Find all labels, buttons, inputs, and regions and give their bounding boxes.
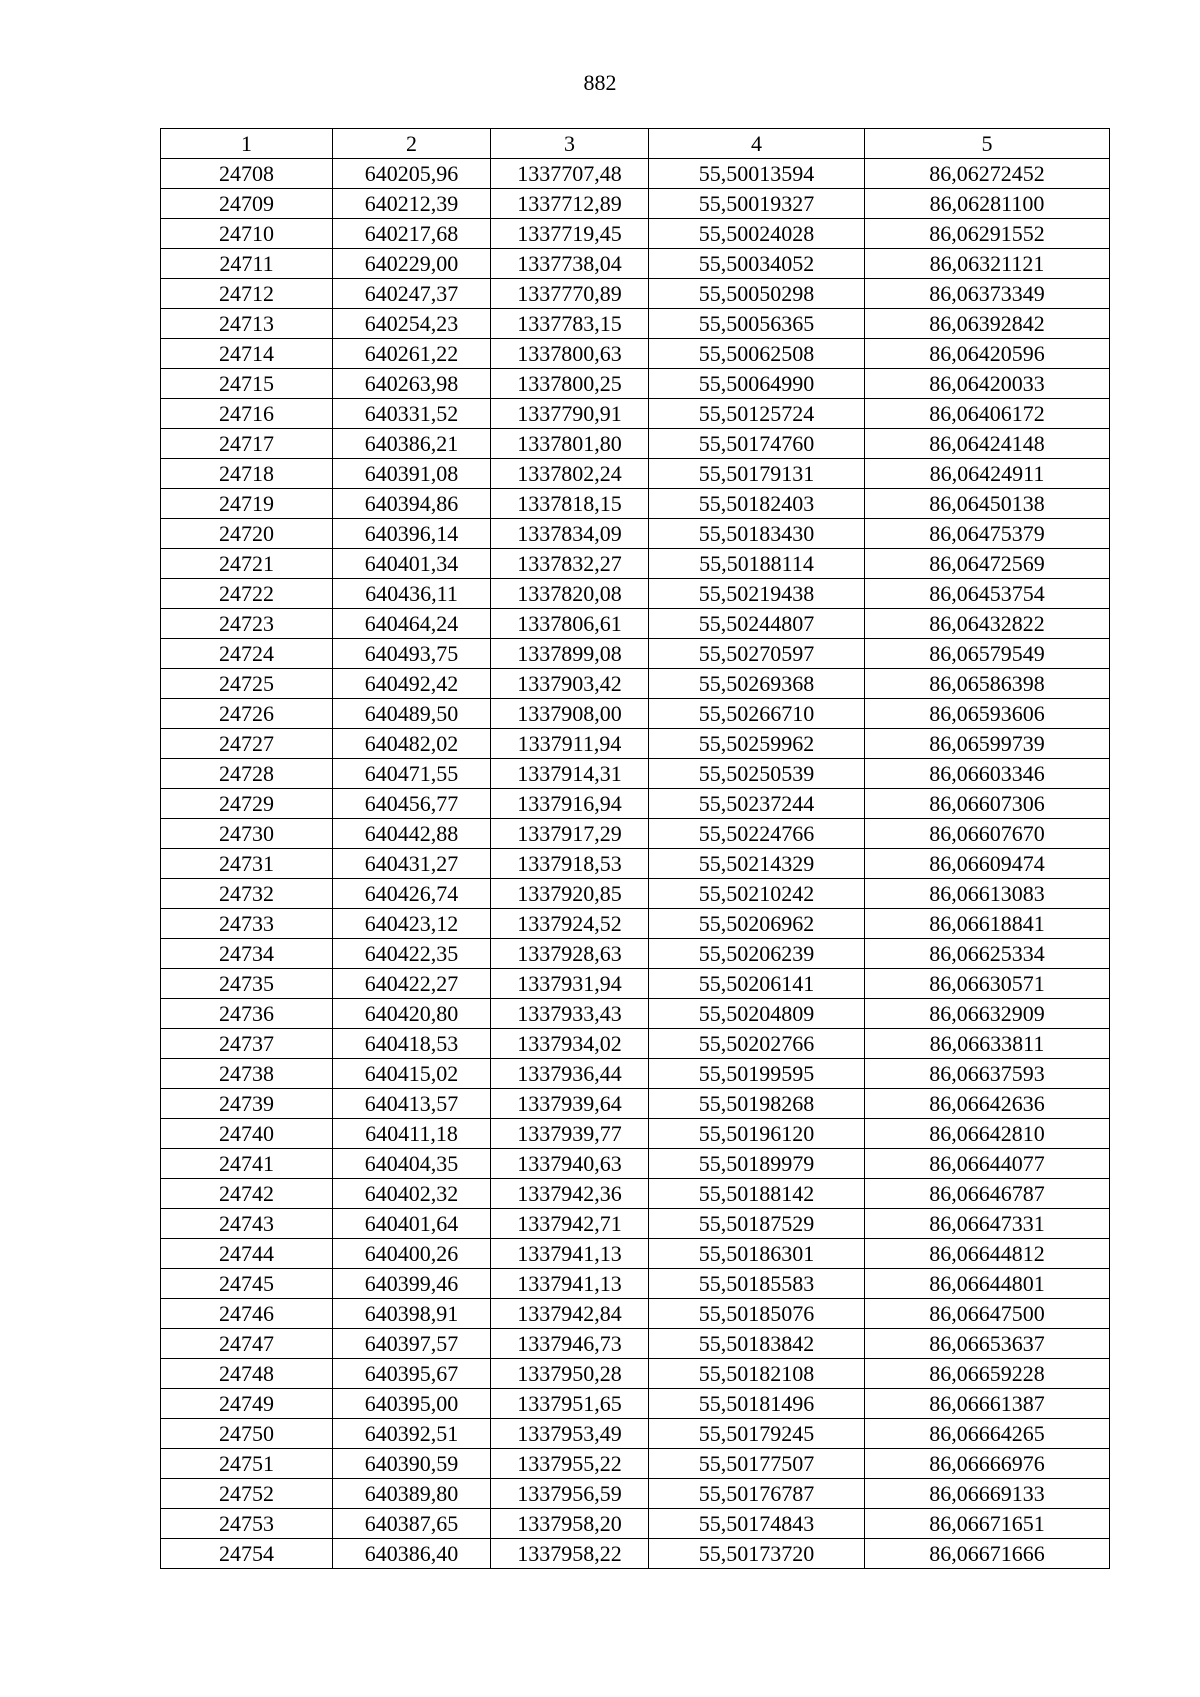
table-row <box>161 1419 1110 1449</box>
table-cell: 24728 <box>161 759 333 789</box>
table-cell: 640402,32 <box>333 1179 491 1209</box>
table-row <box>161 369 1110 399</box>
table-cell: 640399,46 <box>333 1269 491 1299</box>
table-cell: 1337834,09 <box>491 519 649 549</box>
table-cell: 640212,39 <box>333 189 491 219</box>
table-cell: 55,50183430 <box>649 519 865 549</box>
table-cell: 86,06453754 <box>865 579 1110 609</box>
table-row <box>161 999 1110 1029</box>
table-row <box>161 939 1110 969</box>
table-cell: 55,50266710 <box>649 699 865 729</box>
table-cell: 24738 <box>161 1059 333 1089</box>
table-cell: 86,06291552 <box>865 219 1110 249</box>
table-cell: 640390,59 <box>333 1449 491 1479</box>
table-cell: 1337951,65 <box>491 1389 649 1419</box>
table-cell: 640261,22 <box>333 339 491 369</box>
table-cell: 24717 <box>161 429 333 459</box>
table-cell: 86,06671666 <box>865 1539 1110 1569</box>
table-row <box>161 1089 1110 1119</box>
table-cell: 24747 <box>161 1329 333 1359</box>
column-header-5: 5 <box>865 129 1110 159</box>
table-cell: 640436,11 <box>333 579 491 609</box>
table-cell: 86,06321121 <box>865 249 1110 279</box>
table-cell: 1337903,42 <box>491 669 649 699</box>
table-cell: 24725 <box>161 669 333 699</box>
table-cell: 86,06450138 <box>865 489 1110 519</box>
table-cell: 24746 <box>161 1299 333 1329</box>
table-row <box>161 1179 1110 1209</box>
table-cell: 1337918,53 <box>491 849 649 879</box>
table-cell: 640422,35 <box>333 939 491 969</box>
table-cell: 24711 <box>161 249 333 279</box>
table-cell: 86,06607670 <box>865 819 1110 849</box>
table-cell: 86,06607306 <box>865 789 1110 819</box>
table-cell: 55,50219438 <box>649 579 865 609</box>
table-cell: 640247,37 <box>333 279 491 309</box>
table-cell: 24727 <box>161 729 333 759</box>
table-cell: 86,06642810 <box>865 1119 1110 1149</box>
table-cell: 24723 <box>161 609 333 639</box>
table-cell: 640389,80 <box>333 1479 491 1509</box>
table-cell: 640331,52 <box>333 399 491 429</box>
table-cell: 86,06659228 <box>865 1359 1110 1389</box>
table-cell: 24751 <box>161 1449 333 1479</box>
table-cell: 640418,53 <box>333 1029 491 1059</box>
table-cell: 1337916,94 <box>491 789 649 819</box>
table-cell: 55,50173720 <box>649 1539 865 1569</box>
table-cell: 1337818,15 <box>491 489 649 519</box>
table-row <box>161 279 1110 309</box>
table-cell: 86,06647331 <box>865 1209 1110 1239</box>
table-row <box>161 249 1110 279</box>
table-row <box>161 1149 1110 1179</box>
table-cell: 24718 <box>161 459 333 489</box>
table-cell: 1337820,08 <box>491 579 649 609</box>
table-cell: 1337712,89 <box>491 189 649 219</box>
table-cell: 55,50202766 <box>649 1029 865 1059</box>
table-row <box>161 489 1110 519</box>
table-cell: 86,06637593 <box>865 1059 1110 1089</box>
column-header-2: 2 <box>333 129 491 159</box>
table-cell: 640493,75 <box>333 639 491 669</box>
table-cell: 1337801,80 <box>491 429 649 459</box>
table-cell: 24753 <box>161 1509 333 1539</box>
table-cell: 640482,02 <box>333 729 491 759</box>
table-cell: 86,06609474 <box>865 849 1110 879</box>
table-header <box>161 129 1110 159</box>
table-cell: 55,50182108 <box>649 1359 865 1389</box>
table-cell: 640397,57 <box>333 1329 491 1359</box>
table-row <box>161 1359 1110 1389</box>
table-cell: 640431,27 <box>333 849 491 879</box>
table-row <box>161 849 1110 879</box>
table-cell: 1337940,63 <box>491 1149 649 1179</box>
page-number: 882 <box>583 70 617 95</box>
table-cell: 55,50185076 <box>649 1299 865 1329</box>
table-cell: 1337934,02 <box>491 1029 649 1059</box>
table-cell: 24729 <box>161 789 333 819</box>
table-cell: 24748 <box>161 1359 333 1389</box>
table-cell: 55,50062508 <box>649 339 865 369</box>
table-cell: 1337800,25 <box>491 369 649 399</box>
table-cell: 24732 <box>161 879 333 909</box>
table-cell: 86,06671651 <box>865 1509 1110 1539</box>
table-cell: 86,06644812 <box>865 1239 1110 1269</box>
table-cell: 640415,02 <box>333 1059 491 1089</box>
table-row <box>161 789 1110 819</box>
table-cell: 86,06666976 <box>865 1449 1110 1479</box>
table-cell: 55,50250539 <box>649 759 865 789</box>
table-cell: 55,50204809 <box>649 999 865 1029</box>
table-cell: 640398,91 <box>333 1299 491 1329</box>
table-cell: 1337738,04 <box>491 249 649 279</box>
table-cell: 24740 <box>161 1119 333 1149</box>
table-cell: 24720 <box>161 519 333 549</box>
table-row <box>161 159 1110 189</box>
table-cell: 55,50176787 <box>649 1479 865 1509</box>
table-cell: 24745 <box>161 1269 333 1299</box>
table-cell: 1337946,73 <box>491 1329 649 1359</box>
table-cell: 24714 <box>161 339 333 369</box>
table-cell: 86,06625334 <box>865 939 1110 969</box>
table-row <box>161 1119 1110 1149</box>
table-cell: 640413,57 <box>333 1089 491 1119</box>
table-cell: 1337800,63 <box>491 339 649 369</box>
table-cell: 1337899,08 <box>491 639 649 669</box>
table-cell: 1337936,44 <box>491 1059 649 1089</box>
table-cell: 1337941,13 <box>491 1239 649 1269</box>
table-cell: 24716 <box>161 399 333 429</box>
column-header-1: 1 <box>161 129 333 159</box>
table-cell: 640400,26 <box>333 1239 491 1269</box>
table-cell: 86,06647500 <box>865 1299 1110 1329</box>
table-cell: 86,06599739 <box>865 729 1110 759</box>
table-cell: 1337942,36 <box>491 1179 649 1209</box>
table-row <box>161 1479 1110 1509</box>
table-row <box>161 909 1110 939</box>
table-row <box>161 1239 1110 1269</box>
table-cell: 86,06420596 <box>865 339 1110 369</box>
table-cell: 86,06669133 <box>865 1479 1110 1509</box>
table-cell: 55,50270597 <box>649 639 865 669</box>
table-cell: 55,50269368 <box>649 669 865 699</box>
table-row <box>161 1329 1110 1359</box>
table-cell: 55,50214329 <box>649 849 865 879</box>
table-cell: 55,50224766 <box>649 819 865 849</box>
table-cell: 86,06642636 <box>865 1089 1110 1119</box>
table-cell: 24750 <box>161 1419 333 1449</box>
table-cell: 640392,51 <box>333 1419 491 1449</box>
table-cell: 640387,65 <box>333 1509 491 1539</box>
table-cell: 24749 <box>161 1389 333 1419</box>
table-row <box>161 1539 1110 1569</box>
table-cell: 24719 <box>161 489 333 519</box>
table-cell: 1337914,31 <box>491 759 649 789</box>
table-cell: 1337953,49 <box>491 1419 649 1449</box>
table-cell: 55,50183842 <box>649 1329 865 1359</box>
table-body <box>161 159 1110 1569</box>
table-cell: 24721 <box>161 549 333 579</box>
table-row <box>161 1209 1110 1239</box>
table-row <box>161 339 1110 369</box>
table-row <box>161 429 1110 459</box>
table-cell: 86,06272452 <box>865 159 1110 189</box>
table-cell: 55,50210242 <box>649 879 865 909</box>
table-cell: 640396,14 <box>333 519 491 549</box>
table-cell: 640217,68 <box>333 219 491 249</box>
table-row <box>161 729 1110 759</box>
table-cell: 640422,27 <box>333 969 491 999</box>
table-cell: 640426,74 <box>333 879 491 909</box>
table-cell: 86,06653637 <box>865 1329 1110 1359</box>
table-cell: 640205,96 <box>333 159 491 189</box>
table-cell: 24730 <box>161 819 333 849</box>
table-cell: 640471,55 <box>333 759 491 789</box>
table-cell: 55,50206239 <box>649 939 865 969</box>
table-cell: 1337783,15 <box>491 309 649 339</box>
table-cell: 55,50174843 <box>649 1509 865 1539</box>
table-row <box>161 699 1110 729</box>
table-cell: 24754 <box>161 1539 333 1569</box>
table-row <box>161 219 1110 249</box>
table-cell: 640395,67 <box>333 1359 491 1389</box>
table-cell: 640442,88 <box>333 819 491 849</box>
table-cell: 55,50125724 <box>649 399 865 429</box>
table-cell: 24708 <box>161 159 333 189</box>
table-cell: 640401,34 <box>333 549 491 579</box>
table-cell: 1337917,29 <box>491 819 649 849</box>
table-row <box>161 309 1110 339</box>
table-cell: 640394,86 <box>333 489 491 519</box>
table-cell: 86,06420033 <box>865 369 1110 399</box>
table-row <box>161 1389 1110 1419</box>
table-cell: 55,50019327 <box>649 189 865 219</box>
table-cell: 86,06618841 <box>865 909 1110 939</box>
table-row <box>161 759 1110 789</box>
table-cell: 640456,77 <box>333 789 491 819</box>
table-cell: 24743 <box>161 1209 333 1239</box>
table-cell: 55,50188142 <box>649 1179 865 1209</box>
table-cell: 1337719,45 <box>491 219 649 249</box>
table-cell: 24722 <box>161 579 333 609</box>
table-cell: 24712 <box>161 279 333 309</box>
table-cell: 24734 <box>161 939 333 969</box>
table-cell: 1337802,24 <box>491 459 649 489</box>
table-cell: 86,06392842 <box>865 309 1110 339</box>
column-header-3: 3 <box>491 129 649 159</box>
table-cell: 1337924,52 <box>491 909 649 939</box>
table-row <box>161 399 1110 429</box>
table-row <box>161 879 1110 909</box>
table-cell: 55,50179131 <box>649 459 865 489</box>
table-cell: 55,50056365 <box>649 309 865 339</box>
table-cell: 24739 <box>161 1089 333 1119</box>
table-cell: 86,06664265 <box>865 1419 1110 1449</box>
table-cell: 1337939,77 <box>491 1119 649 1149</box>
table-cell: 55,50188114 <box>649 549 865 579</box>
table-cell: 24742 <box>161 1179 333 1209</box>
table-cell: 24731 <box>161 849 333 879</box>
table-cell: 24737 <box>161 1029 333 1059</box>
table-row <box>161 639 1110 669</box>
table-cell: 640404,35 <box>333 1149 491 1179</box>
table-cell: 55,50187529 <box>649 1209 865 1239</box>
table-cell: 640395,00 <box>333 1389 491 1419</box>
table-cell: 640420,80 <box>333 999 491 1029</box>
table-cell: 1337942,71 <box>491 1209 649 1239</box>
table-cell: 86,06633811 <box>865 1029 1110 1059</box>
table-cell: 55,50182403 <box>649 489 865 519</box>
table-cell: 1337931,94 <box>491 969 649 999</box>
table-cell: 24736 <box>161 999 333 1029</box>
table-row <box>161 819 1110 849</box>
table-cell: 55,50206962 <box>649 909 865 939</box>
table-cell: 55,50179245 <box>649 1419 865 1449</box>
table-cell: 24735 <box>161 969 333 999</box>
table-cell: 640386,40 <box>333 1539 491 1569</box>
table-cell: 1337832,27 <box>491 549 649 579</box>
table-cell: 640492,42 <box>333 669 491 699</box>
table-cell: 1337928,63 <box>491 939 649 969</box>
table-cell: 86,06593606 <box>865 699 1110 729</box>
table-cell: 24733 <box>161 909 333 939</box>
table-row <box>161 1059 1110 1089</box>
table-row <box>161 1029 1110 1059</box>
table-cell: 55,50237244 <box>649 789 865 819</box>
table-cell: 86,06646787 <box>865 1179 1110 1209</box>
table-cell: 640263,98 <box>333 369 491 399</box>
table-cell: 55,50024028 <box>649 219 865 249</box>
table-row <box>161 459 1110 489</box>
header-row <box>161 129 1110 159</box>
coordinates-table <box>160 128 1110 1569</box>
table-row <box>161 519 1110 549</box>
table-cell: 86,06644801 <box>865 1269 1110 1299</box>
table-cell: 24715 <box>161 369 333 399</box>
table-cell: 640464,24 <box>333 609 491 639</box>
table-cell: 86,06281100 <box>865 189 1110 219</box>
column-header-4: 4 <box>649 129 865 159</box>
table-cell: 24744 <box>161 1239 333 1269</box>
table-cell: 86,06406172 <box>865 399 1110 429</box>
table-cell: 86,06644077 <box>865 1149 1110 1179</box>
table-cell: 55,50174760 <box>649 429 865 459</box>
table-cell: 55,50189979 <box>649 1149 865 1179</box>
table-cell: 55,50206141 <box>649 969 865 999</box>
table-cell: 1337942,84 <box>491 1299 649 1329</box>
table-cell: 1337908,00 <box>491 699 649 729</box>
table-cell: 86,06579549 <box>865 639 1110 669</box>
table-cell: 640423,12 <box>333 909 491 939</box>
table-cell: 640254,23 <box>333 309 491 339</box>
table-cell: 55,50186301 <box>649 1239 865 1269</box>
table-cell: 1337920,85 <box>491 879 649 909</box>
table-cell: 55,50013594 <box>649 159 865 189</box>
table-cell: 24713 <box>161 309 333 339</box>
table-cell: 1337958,22 <box>491 1539 649 1569</box>
table-cell: 86,06661387 <box>865 1389 1110 1419</box>
table-cell: 86,06424911 <box>865 459 1110 489</box>
table-cell: 55,50185583 <box>649 1269 865 1299</box>
table-cell: 24726 <box>161 699 333 729</box>
table-row <box>161 549 1110 579</box>
table-cell: 55,50064990 <box>649 369 865 399</box>
table-row <box>161 1299 1110 1329</box>
table-row <box>161 1269 1110 1299</box>
table-cell: 1337950,28 <box>491 1359 649 1389</box>
table-cell: 640386,21 <box>333 429 491 459</box>
table-cell: 86,06613083 <box>865 879 1110 909</box>
table-cell: 1337790,91 <box>491 399 649 429</box>
table-cell: 55,50244807 <box>649 609 865 639</box>
table-cell: 86,06424148 <box>865 429 1110 459</box>
table-cell: 86,06603346 <box>865 759 1110 789</box>
table-cell: 640401,64 <box>333 1209 491 1239</box>
table-row <box>161 189 1110 219</box>
table-cell: 1337911,94 <box>491 729 649 759</box>
table-cell: 24741 <box>161 1149 333 1179</box>
table-row <box>161 1509 1110 1539</box>
table-cell: 640411,18 <box>333 1119 491 1149</box>
table-cell: 24724 <box>161 639 333 669</box>
table-cell: 86,06630571 <box>865 969 1110 999</box>
table-cell: 86,06472569 <box>865 549 1110 579</box>
table-cell: 24710 <box>161 219 333 249</box>
table-row <box>161 579 1110 609</box>
table-cell: 1337806,61 <box>491 609 649 639</box>
table-cell: 640229,00 <box>333 249 491 279</box>
table-cell: 86,06632909 <box>865 999 1110 1029</box>
table-cell: 55,50198268 <box>649 1089 865 1119</box>
table-cell: 640391,08 <box>333 459 491 489</box>
table-row <box>161 1449 1110 1479</box>
table-cell: 55,50050298 <box>649 279 865 309</box>
table-row <box>161 969 1110 999</box>
table-cell: 55,50034052 <box>649 249 865 279</box>
table-cell: 55,50199595 <box>649 1059 865 1089</box>
table-cell: 86,06373349 <box>865 279 1110 309</box>
table-cell: 55,50177507 <box>649 1449 865 1479</box>
table-cell: 1337933,43 <box>491 999 649 1029</box>
table-cell: 640489,50 <box>333 699 491 729</box>
table-row <box>161 609 1110 639</box>
table-cell: 24709 <box>161 189 333 219</box>
table-cell: 86,06432822 <box>865 609 1110 639</box>
table-cell: 1337939,64 <box>491 1089 649 1119</box>
table-cell: 1337955,22 <box>491 1449 649 1479</box>
table-cell: 1337707,48 <box>491 159 649 189</box>
table-cell: 86,06475379 <box>865 519 1110 549</box>
table-cell: 24752 <box>161 1479 333 1509</box>
table-cell: 1337941,13 <box>491 1269 649 1299</box>
table-row <box>161 669 1110 699</box>
table-cell: 55,50181496 <box>649 1389 865 1419</box>
table-cell: 1337956,59 <box>491 1479 649 1509</box>
table-cell: 55,50259962 <box>649 729 865 759</box>
table-cell: 55,50196120 <box>649 1119 865 1149</box>
table-cell: 1337770,89 <box>491 279 649 309</box>
table-cell: 1337958,20 <box>491 1509 649 1539</box>
table-cell: 86,06586398 <box>865 669 1110 699</box>
